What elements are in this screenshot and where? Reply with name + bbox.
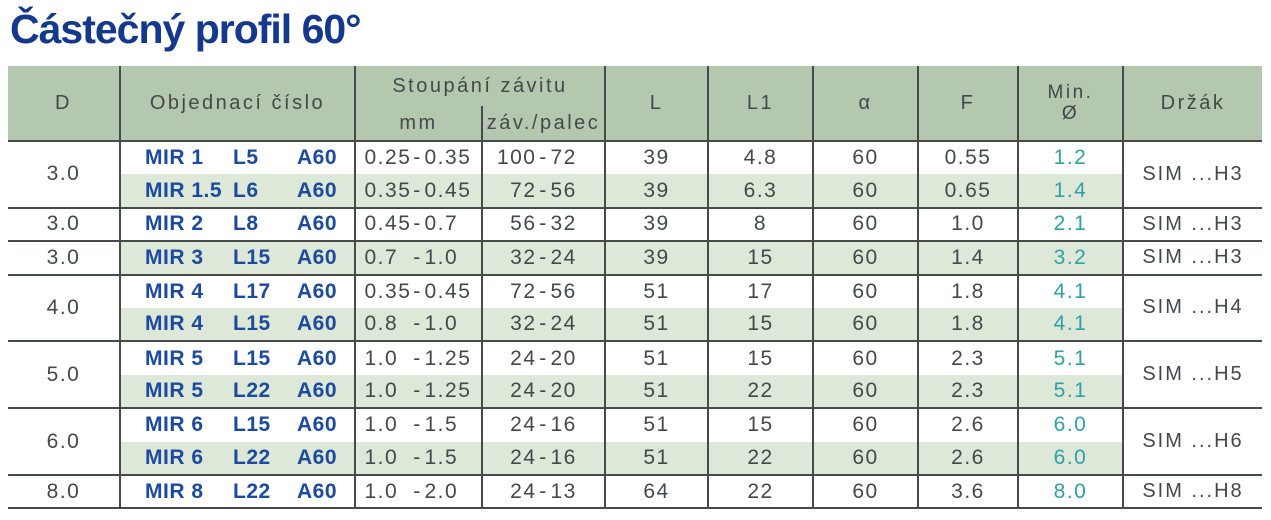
min-diameter-cell: 8.0 [1018,475,1123,508]
pitch-tpi-to: 32 [550,212,577,236]
angle-alpha-cell: 60 [813,141,918,174]
angle-alpha-cell: 60 [813,208,918,241]
order-mir: MIR 4 [145,279,204,303]
angle-alpha-cell: 60 [813,442,918,475]
pitch-tpi-range [483,413,604,437]
pitch-tpi-from: 24 [510,445,537,469]
pitch-mm [355,308,482,341]
pitch-tpi-to: 16 [550,413,577,437]
pitch-tpi-range [483,347,604,371]
order-length: L15 [233,346,271,370]
col-header-pitch-tpi: záv./palec [482,106,605,141]
min-diameter-cell: 6.0 [1018,442,1123,475]
table-header [8,66,1262,141]
col-header-alpha: α [813,66,918,141]
min-diameter-cell: 6.0 [1018,408,1123,441]
pitch-mm [355,275,482,308]
range-dash: - [413,312,422,336]
pitch-mm-from: 1.0 [364,346,399,370]
holder-cell: SIM ...H4 [1123,275,1262,342]
pitch-tpi-to: 13 [550,479,577,503]
product-table [8,66,1262,509]
min-diameter-cell: 1.4 [1018,174,1123,207]
pitch-tpi-from: 24 [510,346,537,370]
angle-alpha-cell: 60 [813,375,918,408]
pitch-mm [355,208,482,241]
pitch-tpi-from: 24 [510,378,537,402]
pitch-mm-to: 1.25 [424,346,472,370]
diameter-cell: 8.0 [8,475,120,508]
order-number [145,446,354,470]
pitch-mm-from: 1.0 [364,378,399,402]
width-f-cell: 0.65 [918,174,1018,207]
order-angle: A60 [297,146,338,170]
length-l-cell: 39 [605,241,708,274]
pitch-mm-range [356,212,481,236]
pitch-mm-to: 1.5 [424,413,459,437]
pitch-mm-from: 0.7 [364,245,399,269]
range-dash: - [413,178,422,202]
holder-cell: SIM ...H6 [1123,408,1262,475]
range-dash: - [413,413,422,437]
pitch-mm-from: 1.0 [364,479,399,503]
width-f-cell: 1.8 [918,308,1018,341]
range-dash: - [539,279,548,303]
range-dash: - [413,245,422,269]
order-number-cell [120,375,355,408]
angle-alpha-cell: 60 [813,475,918,508]
order-angle: A60 [297,312,338,336]
diameter-cell: 3.0 [8,208,120,241]
table-row [8,341,1262,374]
pitch-mm-to: 0.35 [424,146,472,170]
col-header-d: D [8,66,120,141]
table-row [8,275,1262,308]
length-l-cell: 51 [605,275,708,308]
diameter-cell: 3.0 [8,141,120,208]
page-title: Částečný profil 60° [10,6,361,52]
pitch-tpi [482,475,605,508]
order-angle: A60 [297,212,338,236]
order-angle: A60 [297,445,338,469]
order-number [145,280,354,304]
width-f-cell: 2.6 [918,442,1018,475]
order-mir: MIR 1 [145,146,204,170]
pitch-mm-range [356,413,481,437]
order-angle: A60 [297,245,338,269]
range-dash: - [413,346,422,370]
order-length: L15 [233,413,271,437]
table-row [8,375,1262,408]
length-l1-cell: 22 [708,375,813,408]
order-mir: MIR 3 [145,245,204,269]
angle-alpha-cell: 60 [813,174,918,207]
order-length: L8 [233,212,259,236]
range-dash: - [539,346,548,370]
length-l-cell: 51 [605,375,708,408]
pitch-mm-range [356,179,481,203]
table-body [8,141,1262,508]
order-number-cell [120,308,355,341]
pitch-tpi [482,408,605,441]
pitch-mm-to: 1.0 [424,245,459,269]
range-dash: - [539,146,548,170]
length-l1-cell: 15 [708,341,813,374]
pitch-tpi-range [483,312,604,336]
order-number-cell [120,208,355,241]
length-l1-cell: 8 [708,208,813,241]
order-number [145,246,354,270]
pitch-mm-from: 0.45 [364,212,412,236]
pitch-tpi-to: 16 [550,445,577,469]
order-length: L22 [233,479,271,503]
order-length: L15 [233,245,271,269]
order-number [145,413,354,437]
order-number [145,379,354,403]
min-diameter-cell: 3.2 [1018,241,1123,274]
order-mir: MIR 4 [145,312,204,336]
pitch-mm [355,174,482,207]
pitch-tpi [482,442,605,475]
order-mir: MIR 1.5 [145,178,223,202]
pitch-tpi-from: 100 [496,146,537,170]
range-dash: - [413,279,422,303]
pitch-tpi-range [483,446,604,470]
min-diameter-cell: 1.2 [1018,141,1123,174]
angle-alpha-cell: 60 [813,408,918,441]
pitch-tpi-to: 56 [550,178,577,202]
order-mir: MIR 5 [145,378,204,402]
diameter-cell: 5.0 [8,341,120,408]
col-header-f: F [918,66,1018,141]
pitch-mm-range [356,379,481,403]
min-diameter-cell: 5.1 [1018,341,1123,374]
order-length: L22 [233,445,271,469]
pitch-mm-range [356,312,481,336]
length-l1-cell: 22 [708,475,813,508]
length-l1-cell: 4.8 [708,141,813,174]
length-l1-cell: 22 [708,442,813,475]
range-dash: - [539,378,548,402]
pitch-mm-range [356,480,481,504]
col-header-pitch-mm: mm [355,106,482,141]
order-number [145,146,354,170]
min-diameter-cell: 2.1 [1018,208,1123,241]
col-header-pitch-group: Stoupání závitu [355,66,605,106]
width-f-cell: 1.0 [918,208,1018,241]
order-number [145,347,354,371]
order-mir: MIR 5 [145,346,204,370]
pitch-tpi-from: 32 [510,312,537,336]
table-row [8,475,1262,508]
pitch-tpi-from: 72 [510,279,537,303]
length-l-cell: 39 [605,174,708,207]
pitch-tpi-to: 20 [550,346,577,370]
length-l1-cell: 6.3 [708,174,813,207]
table-row [8,141,1262,174]
pitch-mm-range [356,347,481,371]
pitch-mm-range [356,246,481,270]
order-angle: A60 [297,378,338,402]
pitch-mm [355,375,482,408]
order-length: L15 [233,312,271,336]
length-l-cell: 51 [605,442,708,475]
pitch-mm-from: 1.0 [364,413,399,437]
pitch-mm-from: 0.25 [364,146,412,170]
pitch-tpi-range [483,480,604,504]
pitch-tpi-from: 24 [510,413,537,437]
pitch-mm [355,442,482,475]
order-mir: MIR 6 [145,413,204,437]
range-dash: - [539,212,548,236]
length-l1-cell: 17 [708,275,813,308]
order-mir: MIR 6 [145,445,204,469]
pitch-mm-to: 1.25 [424,378,472,402]
order-length: L17 [233,279,271,303]
pitch-mm [355,341,482,374]
pitch-tpi-to: 20 [550,378,577,402]
width-f-cell: 2.3 [918,341,1018,374]
order-mir: MIR 8 [145,479,204,503]
holder-cell: SIM ...H3 [1123,208,1262,241]
col-header-l: L [605,66,708,141]
pitch-mm-to: 0.7 [424,212,459,236]
pitch-mm-from: 0.8 [364,312,399,336]
pitch-mm-to: 0.45 [424,279,472,303]
width-f-cell: 3.6 [918,475,1018,508]
pitch-tpi [482,341,605,374]
order-number-cell [120,241,355,274]
length-l1-cell: 15 [708,241,813,274]
pitch-mm-to: 0.45 [424,178,472,202]
pitch-mm-from: 0.35 [364,178,412,202]
order-number [145,179,354,203]
table-row [8,308,1262,341]
pitch-tpi-range [483,179,604,203]
width-f-cell: 1.4 [918,241,1018,274]
width-f-cell: 1.8 [918,275,1018,308]
col-header-holder: Držák [1123,66,1262,141]
pitch-mm-from: 1.0 [364,445,399,469]
order-number-cell [120,341,355,374]
range-dash: - [413,146,422,170]
pitch-tpi [482,308,605,341]
order-angle: A60 [297,346,338,370]
pitch-tpi [482,141,605,174]
pitch-mm-range [356,280,481,304]
min-label-line1: Min. [1047,82,1094,103]
pitch-mm [355,475,482,508]
order-number-cell [120,475,355,508]
length-l-cell: 39 [605,141,708,174]
col-header-order: Objednací číslo [120,66,355,141]
order-angle: A60 [297,178,338,202]
pitch-mm [355,408,482,441]
length-l-cell: 64 [605,475,708,508]
range-dash: - [413,378,422,402]
order-number [145,480,354,504]
angle-alpha-cell: 60 [813,275,918,308]
table-row [8,408,1262,441]
width-f-cell: 0.55 [918,141,1018,174]
diameter-cell: 6.0 [8,408,120,475]
angle-alpha-cell: 60 [813,308,918,341]
table-row [8,442,1262,475]
pitch-tpi-to: 56 [550,279,577,303]
angle-alpha-cell: 60 [813,241,918,274]
holder-cell: SIM ...H5 [1123,341,1262,408]
order-number-cell [120,141,355,174]
pitch-mm-to: 1.0 [424,312,459,336]
angle-alpha-cell: 60 [813,341,918,374]
order-length: L5 [233,146,259,170]
pitch-tpi-from: 72 [510,178,537,202]
length-l-cell: 51 [605,308,708,341]
length-l-cell: 39 [605,208,708,241]
pitch-tpi-to: 72 [550,146,577,170]
min-label-line2: Ø [1061,103,1080,124]
order-number-cell [120,275,355,308]
order-number-cell [120,408,355,441]
pitch-tpi [482,174,605,207]
min-diameter-cell: 5.1 [1018,375,1123,408]
pitch-mm [355,141,482,174]
holder-cell: SIM ...H8 [1123,475,1262,508]
range-dash: - [539,312,548,336]
table-row [8,174,1262,207]
range-dash: - [539,178,548,202]
pitch-tpi-range [483,146,604,170]
order-number-cell [120,174,355,207]
diameter-cell: 4.0 [8,275,120,342]
holder-cell: SIM ...H3 [1123,241,1262,274]
holder-cell: SIM ...H3 [1123,141,1262,208]
col-header-min-diameter [1018,66,1123,141]
pitch-mm-from: 0.35 [364,279,412,303]
pitch-tpi-to: 24 [550,245,577,269]
pitch-tpi-range [483,212,604,236]
pitch-tpi-from: 56 [510,212,537,236]
pitch-mm-to: 2.0 [424,479,459,503]
pitch-mm-range [356,446,481,470]
range-dash: - [413,445,422,469]
order-mir: MIR 2 [145,212,204,236]
order-number-cell [120,442,355,475]
range-dash: - [413,479,422,503]
pitch-mm [355,241,482,274]
range-dash: - [413,212,422,236]
range-dash: - [539,413,548,437]
order-number [145,212,354,236]
order-length: L22 [233,378,271,402]
min-diameter-cell: 4.1 [1018,308,1123,341]
table-row [8,241,1262,274]
pitch-tpi-to: 24 [550,312,577,336]
pitch-tpi [482,275,605,308]
pitch-tpi [482,375,605,408]
width-f-cell: 2.3 [918,375,1018,408]
length-l1-cell: 15 [708,408,813,441]
length-l-cell: 51 [605,408,708,441]
range-dash: - [539,445,548,469]
pitch-tpi [482,241,605,274]
length-l-cell: 51 [605,341,708,374]
pitch-tpi-range [483,246,604,270]
diameter-cell: 3.0 [8,241,120,274]
order-number [145,312,354,336]
pitch-tpi-from: 32 [510,245,537,269]
range-dash: - [539,479,548,503]
col-header-l1: L1 [708,66,813,141]
table-row [8,208,1262,241]
min-diameter-cell: 4.1 [1018,275,1123,308]
length-l1-cell: 15 [708,308,813,341]
pitch-tpi-range [483,280,604,304]
pitch-tpi-range [483,379,604,403]
width-f-cell: 2.6 [918,408,1018,441]
range-dash: - [539,245,548,269]
pitch-mm-range [356,146,481,170]
order-angle: A60 [297,279,338,303]
order-angle: A60 [297,479,338,503]
order-angle: A60 [297,413,338,437]
pitch-tpi [482,208,605,241]
pitch-tpi-from: 24 [510,479,537,503]
pitch-mm-to: 1.5 [424,445,459,469]
order-length: L6 [233,178,259,202]
